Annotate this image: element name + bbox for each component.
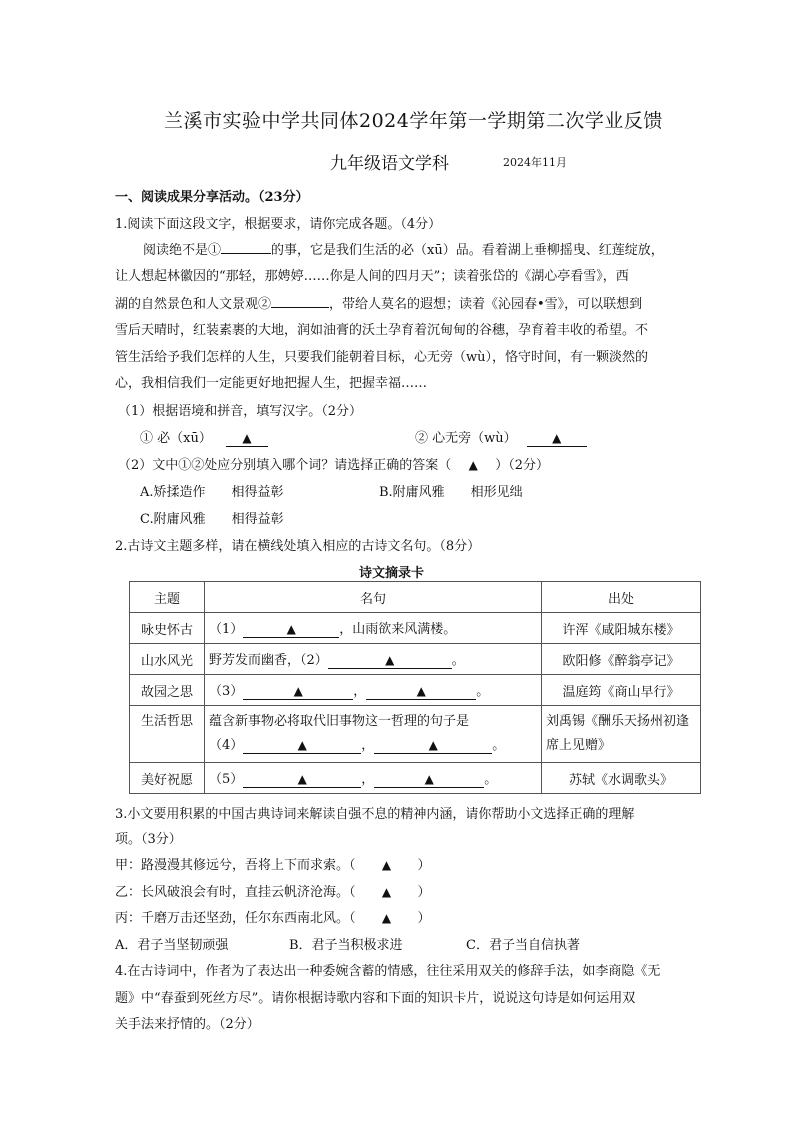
row-source: 刘禹锡《酬乐天扬州初逢席上见赠》 xyxy=(542,706,701,763)
row-quote: （1） ▲ ，山雨欲来风满楼。 xyxy=(205,613,542,644)
row-quote: 野芳发而幽香，（2） ▲ 。 xyxy=(205,644,542,675)
answer-blank-xu[interactable] xyxy=(226,430,268,447)
q3-item-bing: 丙：千磨万击还坚劲，任尔东西南北风。（ ▲ ） xyxy=(115,911,431,926)
row-quote: （3） ▲ ， ▲ 。 xyxy=(205,675,542,706)
passage-line-5: 管生活给予我们怎样的人生，只要我们能朝着目标，心无旁（wù），恪守时间，有一颗淡然的 xyxy=(115,350,649,365)
q3-item-yi: 乙：长风破浪会有时，直挂云帆济沧海。（ ▲ ） xyxy=(115,885,431,900)
answer-choice-slot[interactable] xyxy=(451,458,495,473)
answer-marker: ▲ xyxy=(552,431,562,445)
q3-answer-slot-3[interactable] xyxy=(356,911,418,926)
row-theme: 生活哲思 xyxy=(130,706,205,763)
answer-marker: ▲ xyxy=(468,458,478,472)
row-source: 欧阳修《醉翁亭记》 xyxy=(542,644,701,675)
q3-option-b: B．君子当积极求进 xyxy=(289,938,403,953)
answer-marker: ▲ xyxy=(381,858,392,872)
passage-line-3: 湖的自然景色和人文景观② ，带给人莫名的遐想；读着《沁园春•雪》，可以联想到 xyxy=(115,291,655,317)
answer-marker: ▲ xyxy=(293,684,303,698)
poem-blank-4a[interactable] xyxy=(243,737,361,754)
question-2-stem: 2.古诗文主题多样，请在横线处填入相应的古诗文名句。（8分） xyxy=(115,539,481,554)
answer-marker: ▲ xyxy=(297,772,307,786)
poem-blank-1[interactable] xyxy=(243,621,339,638)
answer-marker: ▲ xyxy=(428,738,438,752)
passage-line-6: 心，我相信我们一定能更好地把握人生，把握幸福…… xyxy=(115,376,428,391)
table-row xyxy=(130,706,701,763)
row-theme: 咏史怀古 xyxy=(130,613,205,644)
poem-blank-2[interactable] xyxy=(328,652,452,669)
header-theme: 主题 xyxy=(130,582,205,613)
question-3-stem-1: 3.小文要用积累的中国古典诗词来解读自强不息的精神内涵，请你帮助小文选择正确的理解 xyxy=(115,807,635,822)
header-source: 出处 xyxy=(542,582,701,613)
poem-blank-5b[interactable] xyxy=(374,771,484,788)
q3-item-jia: 甲：路漫漫其修远兮，吾将上下而求索。（ ▲ ） xyxy=(115,858,431,873)
table-row xyxy=(130,644,701,675)
question-3-stem-2: 项。（3分） xyxy=(115,832,182,847)
poem-blank-4b[interactable] xyxy=(374,737,492,754)
q3-option-a: A．君子当坚韧顽强 xyxy=(115,938,229,953)
answer-marker: ▲ xyxy=(297,738,307,752)
exam-subject: 九年级语文学科 xyxy=(330,154,449,174)
answer-marker: ▲ xyxy=(424,772,434,786)
table-row xyxy=(130,613,701,644)
answer-blank-2[interactable] xyxy=(271,291,329,308)
sub1-item-b: ② 心无旁（wù） ▲ xyxy=(415,427,587,447)
card-title: 诗文摘录卡 xyxy=(359,566,425,581)
poem-blank-5a[interactable] xyxy=(243,771,361,788)
option-c: C.附庸风雅 相得益彰 xyxy=(140,512,284,527)
header-quote: 名句 xyxy=(205,582,542,613)
exam-date: 2024年11月 xyxy=(503,156,567,169)
passage-line-2: 让人想起林徽因的“那轻，那娉婷……你是人间的四月天”；读着张岱的《湖心亭看雪》，西 xyxy=(115,269,629,284)
question-1-stem: 1.阅读下面这段文字，根据要求，请你完成各题。（4分） xyxy=(115,217,442,232)
passage-line-4: 雪后天晴时，红装素裹的大地，润如油膏的沃土孕育着沉甸甸的谷穗，孕育着丰收的希望。不 xyxy=(115,323,649,338)
question-1-sub1: （1）根据语境和拼音，填写汉字。（2分） xyxy=(118,404,363,419)
answer-marker: ▲ xyxy=(286,622,296,636)
sub1-item-a: ① 必（xū） ▲ xyxy=(140,427,268,447)
answer-blank-1[interactable] xyxy=(221,237,271,254)
row-quote: （5） ▲ ， ▲ 。 xyxy=(205,763,542,794)
option-a: A.矫揉造作 相得益彰 xyxy=(140,485,284,500)
option-b: B.附庸风雅 相形见绌 xyxy=(379,485,523,500)
question-4-line-1: 4.在古诗词中，作者为了表达出一种委婉含蓄的情感，往往采用双关的修辞手法，如李商隐《无 xyxy=(115,964,661,979)
answer-marker: ▲ xyxy=(242,431,252,445)
answer-marker: ▲ xyxy=(385,653,395,667)
question-1-sub2: （2）文中①②处应分别填入哪个词？请选择正确的答案（ ▲ ）（2分） xyxy=(118,458,550,473)
poem-blank-3a[interactable] xyxy=(243,683,353,700)
answer-blank-wu[interactable] xyxy=(527,430,587,447)
row-quote: 蕴含新事物必将取代旧事物这一哲理的句子是 （4） ▲ ， ▲ 。 xyxy=(205,706,542,763)
q3-answer-slot-1[interactable] xyxy=(356,858,418,873)
q3-answer-slot-2[interactable] xyxy=(356,885,418,900)
row-source: 温庭筠《商山早行》 xyxy=(542,675,701,706)
exam-title: 兰溪市实验中学共同体2024学年第一学期第二次学业反馈 xyxy=(164,110,663,132)
table-header-row xyxy=(130,582,701,613)
q3-option-c: C．君子当自信执著 xyxy=(466,938,580,953)
answer-marker: ▲ xyxy=(416,684,426,698)
row-source: 许浑《咸阳城东楼》 xyxy=(542,613,701,644)
row-theme: 山水风光 xyxy=(130,644,205,675)
passage-line-1: 阅读绝不是① 的事，它是我们生活的必（xū）品。看着湖上垂柳摇曳、红莲绽放， xyxy=(143,237,683,263)
poem-table xyxy=(129,581,701,794)
question-4-line-3: 关手法来抒情的。（2分） xyxy=(115,1017,260,1032)
section-heading: 一、阅读成果分享活动。（23分） xyxy=(115,190,309,205)
answer-marker: ▲ xyxy=(381,911,392,925)
table-row xyxy=(130,675,701,706)
poem-blank-3b[interactable] xyxy=(366,683,476,700)
row-source: 苏轼《水调歌头》 xyxy=(542,763,701,794)
row-theme: 故园之思 xyxy=(130,675,205,706)
answer-marker: ▲ xyxy=(381,885,392,899)
table-row xyxy=(130,763,701,794)
question-4-line-2: 题》中“春蚕到死丝方尽”。请你根据诗歌内容和下面的知识卡片，说说这句诗是如何运用双 xyxy=(115,991,636,1006)
row-theme: 美好祝愿 xyxy=(130,763,205,794)
